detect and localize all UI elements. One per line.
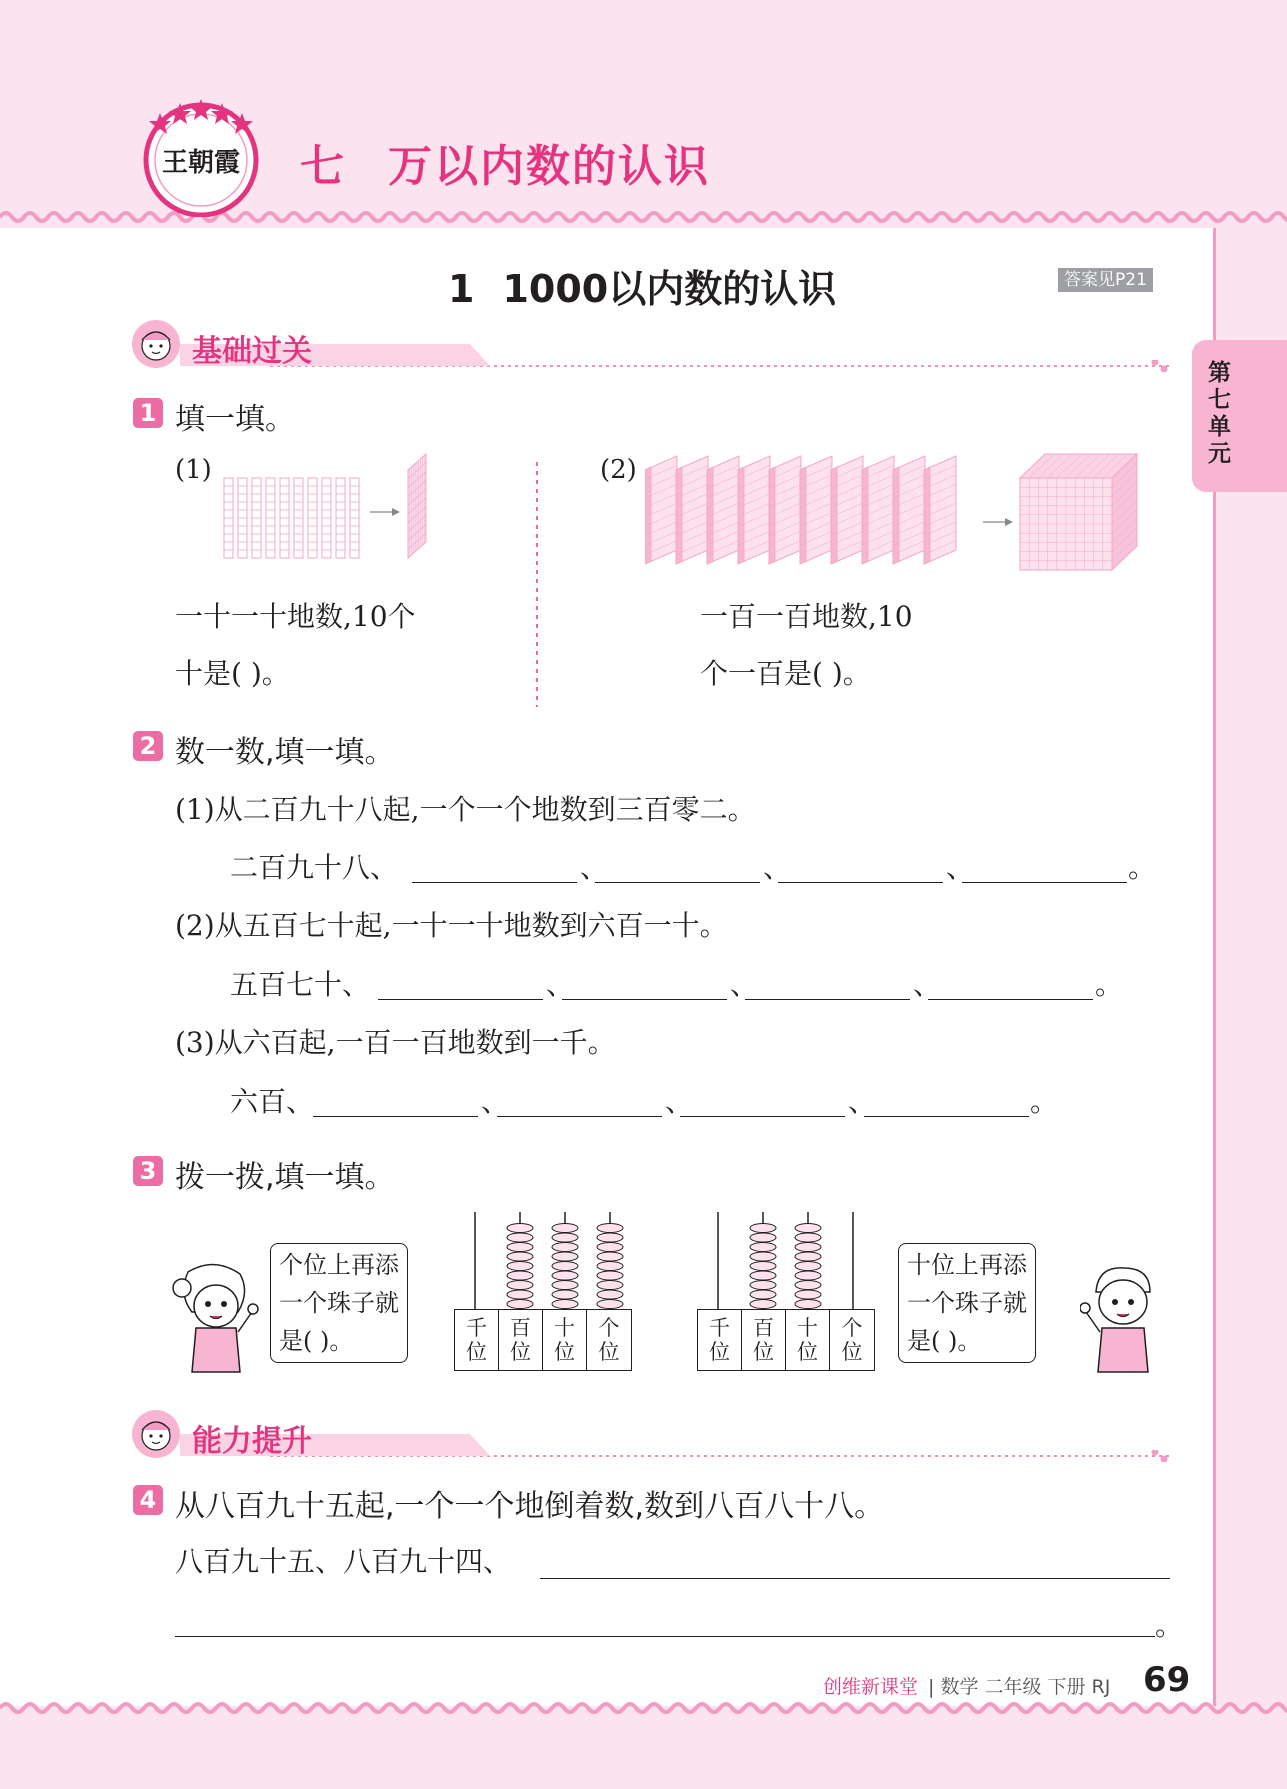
place-hundreds: 百 位 <box>742 1310 786 1370</box>
boy-speech-line-2: 一个珠子就 <box>907 1289 1027 1317</box>
abacus-bead <box>552 1281 578 1290</box>
kid-face-icon <box>130 1408 182 1460</box>
q2-part1-prompt: (1)从二百九十八起,一个一个地数到三百零二。 <box>175 793 756 826</box>
q2-part3-start: 六百、 <box>230 1085 315 1118</box>
abacus-bead <box>507 1252 533 1261</box>
abacus-bead <box>795 1252 821 1261</box>
vertical-divider <box>534 462 540 707</box>
abacus-bead <box>507 1262 533 1271</box>
q2-part3-prompt: (3)从六百起,一百一百地数到一千。 <box>175 1026 616 1059</box>
lesson-title <box>448 258 836 313</box>
ten-rod <box>322 478 331 558</box>
left-abacus-place-labels <box>454 1309 632 1371</box>
question-1-number: 1 <box>133 398 163 428</box>
hundred-flat <box>769 456 801 564</box>
ten-rods-to-flat-illustration <box>220 450 460 565</box>
hundred-flat <box>924 456 956 564</box>
q2-part3-blank-1[interactable] <box>313 1116 478 1117</box>
abacus-bead <box>507 1300 533 1309</box>
place-tens: 十 位 <box>786 1310 830 1370</box>
section-basic-header <box>130 318 1175 372</box>
abacus-bead <box>597 1271 623 1280</box>
place-ones: 个 位 <box>598 1316 620 1364</box>
hundred-flat <box>831 456 863 564</box>
place-hundreds: 百 位 <box>499 1310 543 1370</box>
abacus-bead <box>750 1300 776 1309</box>
q2-part1-blank-2[interactable] <box>595 882 760 883</box>
q4-start: 八百九十五、八百九十四、 <box>175 1545 512 1578</box>
q2-part3-sep-1: 、 <box>481 1085 510 1118</box>
ten-rod <box>350 478 359 558</box>
q2-part3-blank-2[interactable] <box>497 1116 662 1117</box>
hundred-flat <box>676 456 708 564</box>
abacus-bead <box>552 1262 578 1271</box>
question-1-title: 填一填。 <box>175 402 295 437</box>
q2-part3-end: 。 <box>1030 1085 1059 1118</box>
q1-part2-line1: 一百一百地数,10 <box>700 600 913 633</box>
abacus-bead <box>795 1271 821 1280</box>
question-4-title: 从八百九十五起,一个一个地倒着数,数到八百八十八。 <box>175 1489 885 1524</box>
abacus-bead <box>507 1271 533 1280</box>
lesson-number: 1 <box>448 267 475 311</box>
right-abacus-rods <box>695 1210 877 1310</box>
hundred-flat <box>893 456 925 564</box>
ten-rod <box>252 478 261 558</box>
page-number: 69 <box>1143 1660 1191 1700</box>
question-3-number: 3 <box>133 1156 163 1186</box>
girl-illustration <box>168 1262 260 1374</box>
q2-part1-end: 。 <box>1128 851 1157 884</box>
abacus-bead <box>750 1271 776 1280</box>
q4-answer-line-2[interactable] <box>175 1636 1155 1637</box>
right-abacus-place-labels <box>697 1309 875 1371</box>
q2-part3-sep-2: 、 <box>665 1085 694 1118</box>
section-advanced-header <box>130 1408 1175 1462</box>
abacus-bead <box>597 1300 623 1309</box>
abacus-bead <box>507 1233 533 1242</box>
left-abacus-rods <box>452 1210 634 1310</box>
hundred-flat <box>645 456 677 564</box>
ten-rod <box>266 478 275 558</box>
q2-part2-sep-2: 、 <box>730 968 759 1001</box>
q2-part2-prompt: (2)从五百七十起,一十一十地数到六百一十。 <box>175 909 728 942</box>
q2-part2-blank-2[interactable] <box>562 999 727 1000</box>
brand-logo <box>140 95 262 217</box>
abacus-bead <box>552 1271 578 1280</box>
q2-part3-blank-3[interactable] <box>680 1116 845 1117</box>
abacus-bead <box>507 1290 533 1299</box>
ten-rod <box>336 478 345 558</box>
abacus-bead <box>750 1243 776 1252</box>
hundred-flat <box>707 456 739 564</box>
section-advanced-label: 能力提升 <box>192 1424 312 1459</box>
boy-speech-line-1: 十位上再添 <box>907 1251 1027 1279</box>
answer-reference-badge: 答案见P21 <box>1058 268 1153 292</box>
ten-rod <box>294 478 303 558</box>
abacus-bead <box>552 1243 578 1252</box>
unit-tab <box>1192 340 1287 492</box>
q2-part1-blank-3[interactable] <box>778 882 943 883</box>
abacus-bead <box>750 1281 776 1290</box>
q2-part2-start: 五百七十、 <box>230 968 371 1001</box>
girl-speech-bubble <box>270 1243 408 1363</box>
abacus-bead <box>597 1281 623 1290</box>
question-3-title: 拨一拨,填一填。 <box>175 1160 395 1195</box>
chapter-title <box>300 130 710 194</box>
ten-flats-to-cube-illustration <box>645 450 1145 575</box>
section-basic-label: 基础过关 <box>192 334 312 369</box>
question-4-number: 4 <box>133 1485 163 1515</box>
q2-part1-sep-1: 、 <box>580 851 609 884</box>
q2-part1-blank-4[interactable] <box>962 882 1127 883</box>
q1-part2-line2: 个一百是( )。 <box>700 657 871 690</box>
abacus-bead <box>795 1300 821 1309</box>
abacus-bead <box>795 1243 821 1252</box>
q2-part2-sep-3: 、 <box>913 968 942 1001</box>
abacus-bead <box>507 1224 533 1233</box>
boy-illustration <box>1080 1262 1166 1374</box>
q2-part1-sep-3: 、 <box>946 851 975 884</box>
abacus-bead <box>795 1233 821 1242</box>
abacus-bead <box>750 1233 776 1242</box>
q1-part1-line2: 十是( )。 <box>175 657 290 690</box>
question-2-title: 数一数,填一填。 <box>175 735 395 770</box>
abacus-bead <box>597 1290 623 1299</box>
abacus-bead <box>795 1290 821 1299</box>
abacus-bead <box>507 1243 533 1252</box>
footer-brand: 创维新课堂 <box>823 1676 919 1698</box>
logo-text: 王朝霞 <box>161 148 241 178</box>
q2-part1-blank-1[interactable] <box>412 882 577 883</box>
arrow-head <box>392 508 400 516</box>
abacus-bead <box>552 1252 578 1261</box>
thousand-cube <box>1020 454 1137 570</box>
abacus-bead <box>597 1262 623 1271</box>
arrow-head <box>1005 518 1013 526</box>
hundred-flat <box>408 454 426 558</box>
q4-end: 。 <box>1155 1609 1184 1642</box>
lesson-name: 1000以内数的认识 <box>502 267 837 311</box>
abacus-bead <box>552 1224 578 1233</box>
q2-part2-blank-3[interactable] <box>745 999 910 1000</box>
q2-part1-start: 二百九十八、 <box>230 851 399 884</box>
abacus-bead <box>750 1290 776 1299</box>
abacus-bead <box>597 1233 623 1242</box>
abacus-bead <box>597 1243 623 1252</box>
place-thousands: 千 位 <box>455 1310 499 1370</box>
abacus-bead <box>750 1252 776 1261</box>
abacus-bead <box>552 1233 578 1242</box>
girl-speech-line-1: 个位上再添 <box>279 1251 399 1279</box>
q2-part2-sep-1: 、 <box>546 968 575 1001</box>
q2-part3-blank-4[interactable] <box>864 1116 1029 1117</box>
abacus-bead <box>597 1224 623 1233</box>
footer-book-info: | 数学 二年级 下册 RJ <box>928 1676 1111 1698</box>
place-thousands: 千 位 <box>698 1310 742 1370</box>
q2-part2-blank-1[interactable] <box>378 999 543 1000</box>
abacus-bead <box>597 1252 623 1261</box>
q2-part2-blank-4[interactable] <box>928 999 1093 1000</box>
q2-part2-end: 。 <box>1095 968 1124 1001</box>
girl-speech-line-3: 是( )。 <box>279 1327 354 1355</box>
ten-rod <box>224 478 233 558</box>
girl-speech-line-2: 一个珠子就 <box>279 1289 399 1317</box>
abacus-bead <box>750 1224 776 1233</box>
kid-face-icon <box>130 318 182 370</box>
q1-part1-label: (1) <box>175 455 212 485</box>
ten-rod <box>238 478 247 558</box>
place-ones: 个 位 <box>841 1316 863 1364</box>
hundred-flat <box>800 456 832 564</box>
abacus-bead <box>795 1281 821 1290</box>
ten-rod <box>280 478 289 558</box>
question-2-number: 2 <box>133 731 163 761</box>
place-tens: 十 位 <box>543 1310 587 1370</box>
chapter-number: 七 <box>300 141 346 192</box>
abacus-bead <box>552 1300 578 1309</box>
abacus-bead <box>750 1262 776 1271</box>
abacus-bead <box>552 1290 578 1299</box>
chapter-name: 万以内数的认识 <box>388 141 710 192</box>
hundred-flat <box>738 456 770 564</box>
abacus-bead <box>507 1281 533 1290</box>
q2-part1-sep-2: 、 <box>763 851 792 884</box>
q4-answer-line-1[interactable] <box>540 1578 1170 1579</box>
q1-part2-label: (2) <box>600 455 637 485</box>
q2-part3-sep-3: 、 <box>848 1085 877 1118</box>
boy-speech-bubble <box>898 1243 1036 1363</box>
boy-speech-line-3: 是( )。 <box>907 1327 982 1355</box>
q1-part1-line1: 一十一十地数,10个 <box>175 600 416 633</box>
abacus-bead <box>795 1224 821 1233</box>
hundred-flat <box>862 456 894 564</box>
unit-tab-label: 第七单元 <box>1208 360 1231 467</box>
abacus-bead <box>795 1262 821 1271</box>
ten-rod <box>308 478 317 558</box>
